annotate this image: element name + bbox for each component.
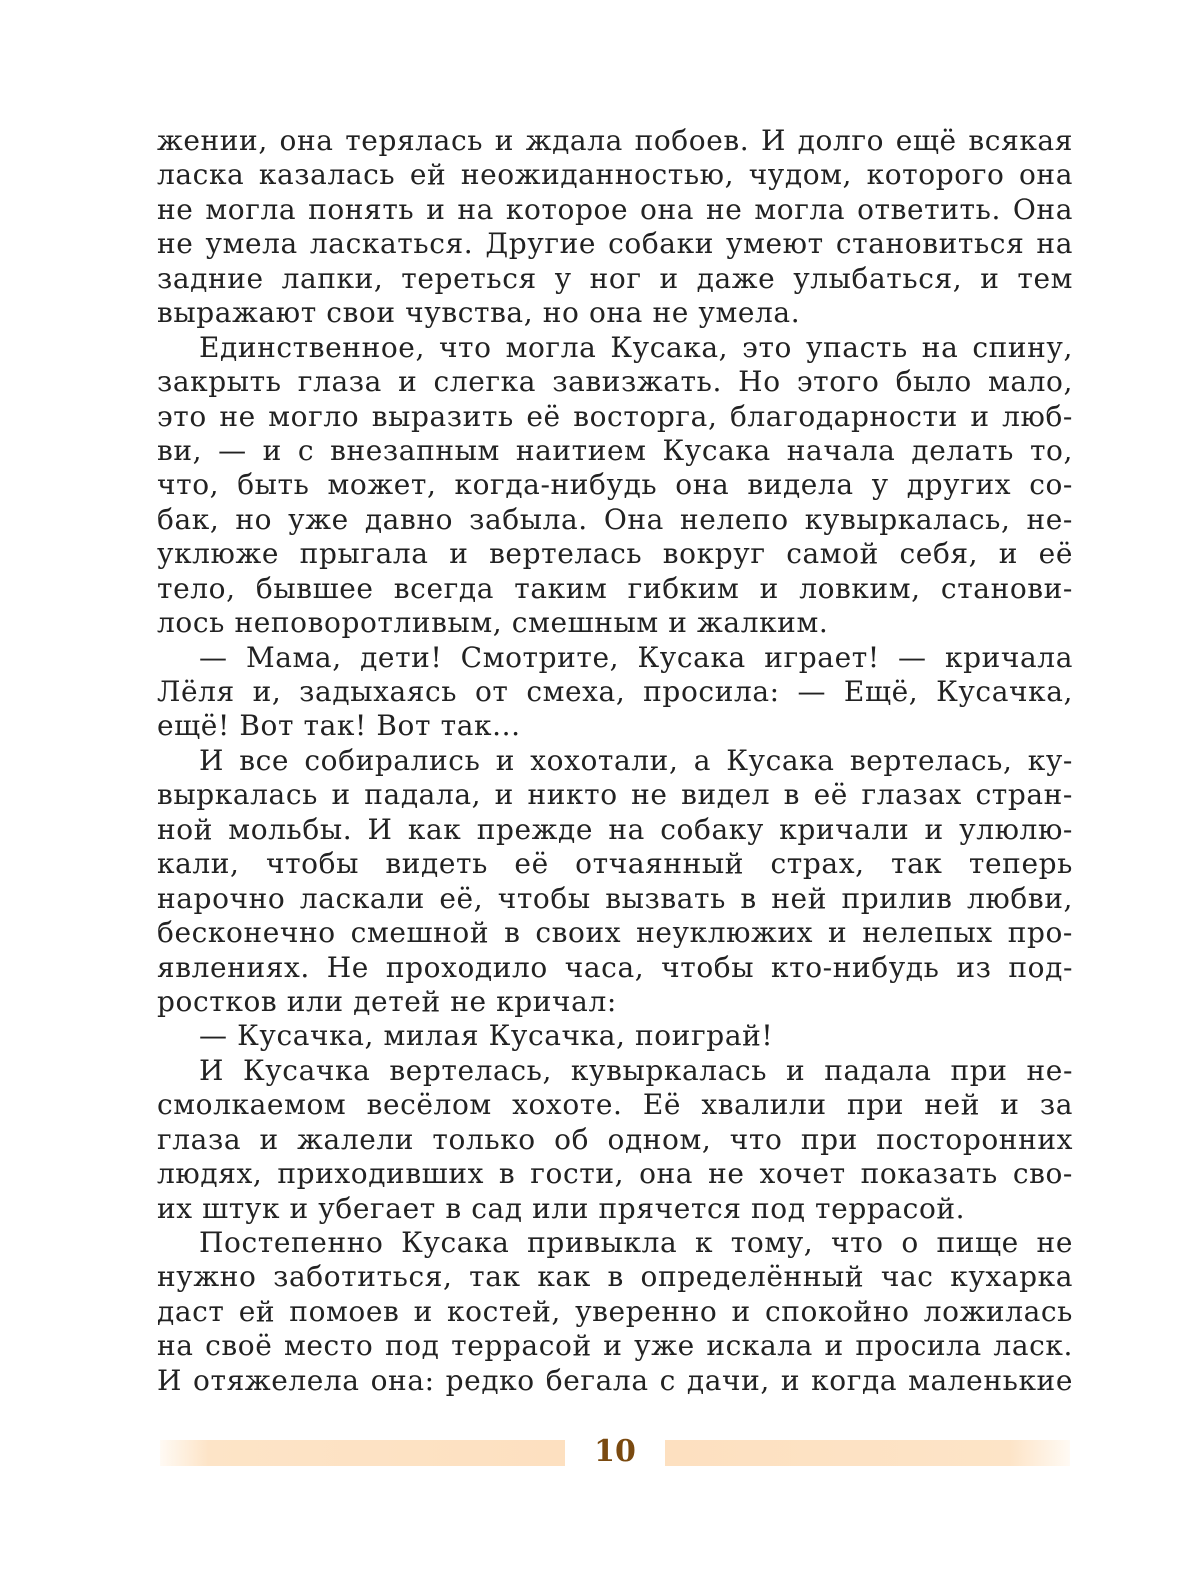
text-line: это не могло выразить её восторга, благодарности и люб-: [157, 399, 1073, 433]
text-line: нужно заботиться, так как в определённый час кухарка: [157, 1260, 1073, 1294]
page-footer: [160, 1434, 1070, 1469]
text-line: Единственное, что могла Кусака, это упасть на спину,: [199, 330, 1073, 364]
text-line: ласка казалась ей неожиданностью, чудом, которого она: [157, 158, 1073, 192]
page-number: 10: [594, 1434, 636, 1469]
text-line: Лёля и, задыхаясь от смеха, просила: — Ещё, Кусачка,: [157, 675, 1073, 708]
body-text: [157, 124, 1073, 1398]
text-line: людях, приходивших в гости, она не хочет показать сво-: [157, 1157, 1073, 1191]
text-line: смолкаемом весёлом хохоте. Её хвалили при ней и за: [157, 1088, 1073, 1122]
text-line: не умела ласкаться. Другие собаки умеют становиться на: [157, 227, 1073, 261]
text-line: их штук и убегает в сад или прячется под террасой.: [157, 1191, 966, 1225]
text-line: Постепенно Кусака привыкла к тому, что о пище не: [199, 1226, 1073, 1259]
text-line: бак, но уже давно забыла. Она нелепо кувыркалась, не-: [157, 502, 1073, 536]
text-line: ной мольбы. И как прежде на собаку кричали и улюлю-: [157, 812, 1073, 846]
text-line: И Кусачка вертелась, кувыркалась и падала при не-: [199, 1053, 1073, 1087]
text-line: что, быть может, когда-нибудь она видела у других со-: [157, 468, 1073, 502]
text-line: нарочно ласкали её, чтобы вызвать в ней прилив любви,: [157, 881, 1073, 915]
text-line: не могла понять и на которое она не могла ответить. Она: [157, 192, 1073, 226]
text-line: кали, чтобы видеть её отчаянный страх, так теперь: [157, 847, 1073, 881]
footer-bar-left: [160, 1440, 565, 1466]
text-line: И отяжелела она: редко бегала с дачи, и когда маленькие: [157, 1363, 1073, 1397]
text-line: выражают свои чувства, но она не умела.: [157, 296, 801, 330]
text-line: даст ей помоев и костей, уверенно и спокойно ложилась: [157, 1294, 1073, 1328]
text-line: явлениях. Не проходило часа, чтобы кто-нибудь из под-: [157, 950, 1073, 984]
text-line: тело, бывшее всегда таким гибким и ловким, станови-: [157, 571, 1073, 605]
text-line: ещё! Вот так! Вот так...: [157, 709, 521, 743]
text-line: на своё место под террасой и уже искала и просила ласк.: [157, 1329, 1073, 1363]
text-line: бесконечно смешной в своих неуклюжих и нелепых про-: [157, 916, 1073, 950]
footer-bar-right: [665, 1440, 1070, 1466]
text-line: уклюже прыгала и вертелась вокруг самой себя, и её: [157, 537, 1073, 571]
text-line: И все собирались и хохотали, а Кусака вертелась, ку-: [199, 743, 1073, 777]
text-line: — Кусачка, милая Кусачка, поиграй!: [199, 1019, 774, 1053]
text-line: ви, — и с внезапным наитием Кусака начала делать то,: [157, 433, 1073, 467]
text-line: задние лапки, тереться у ног и даже улыбаться, и тем: [157, 261, 1073, 295]
text-line: ростков или детей не кричал:: [157, 984, 617, 1018]
text-line: лось неповоротливым, смешным и жалким.: [157, 606, 829, 640]
text-line: закрыть глаза и слегка завизжать. Но этого было мало,: [157, 365, 1073, 399]
text-line: глаза и жалели только об одном, что при посторонних: [157, 1122, 1073, 1156]
text-line: жении, она терялась и ждала побоев. И долго ещё всякая: [157, 124, 1073, 157]
text-line: — Мама, дети! Смотрите, Кусака играет! — кричала: [199, 640, 1073, 674]
text-line: выркалась и падала, и никто не видел в её глазах стран-: [157, 778, 1073, 812]
